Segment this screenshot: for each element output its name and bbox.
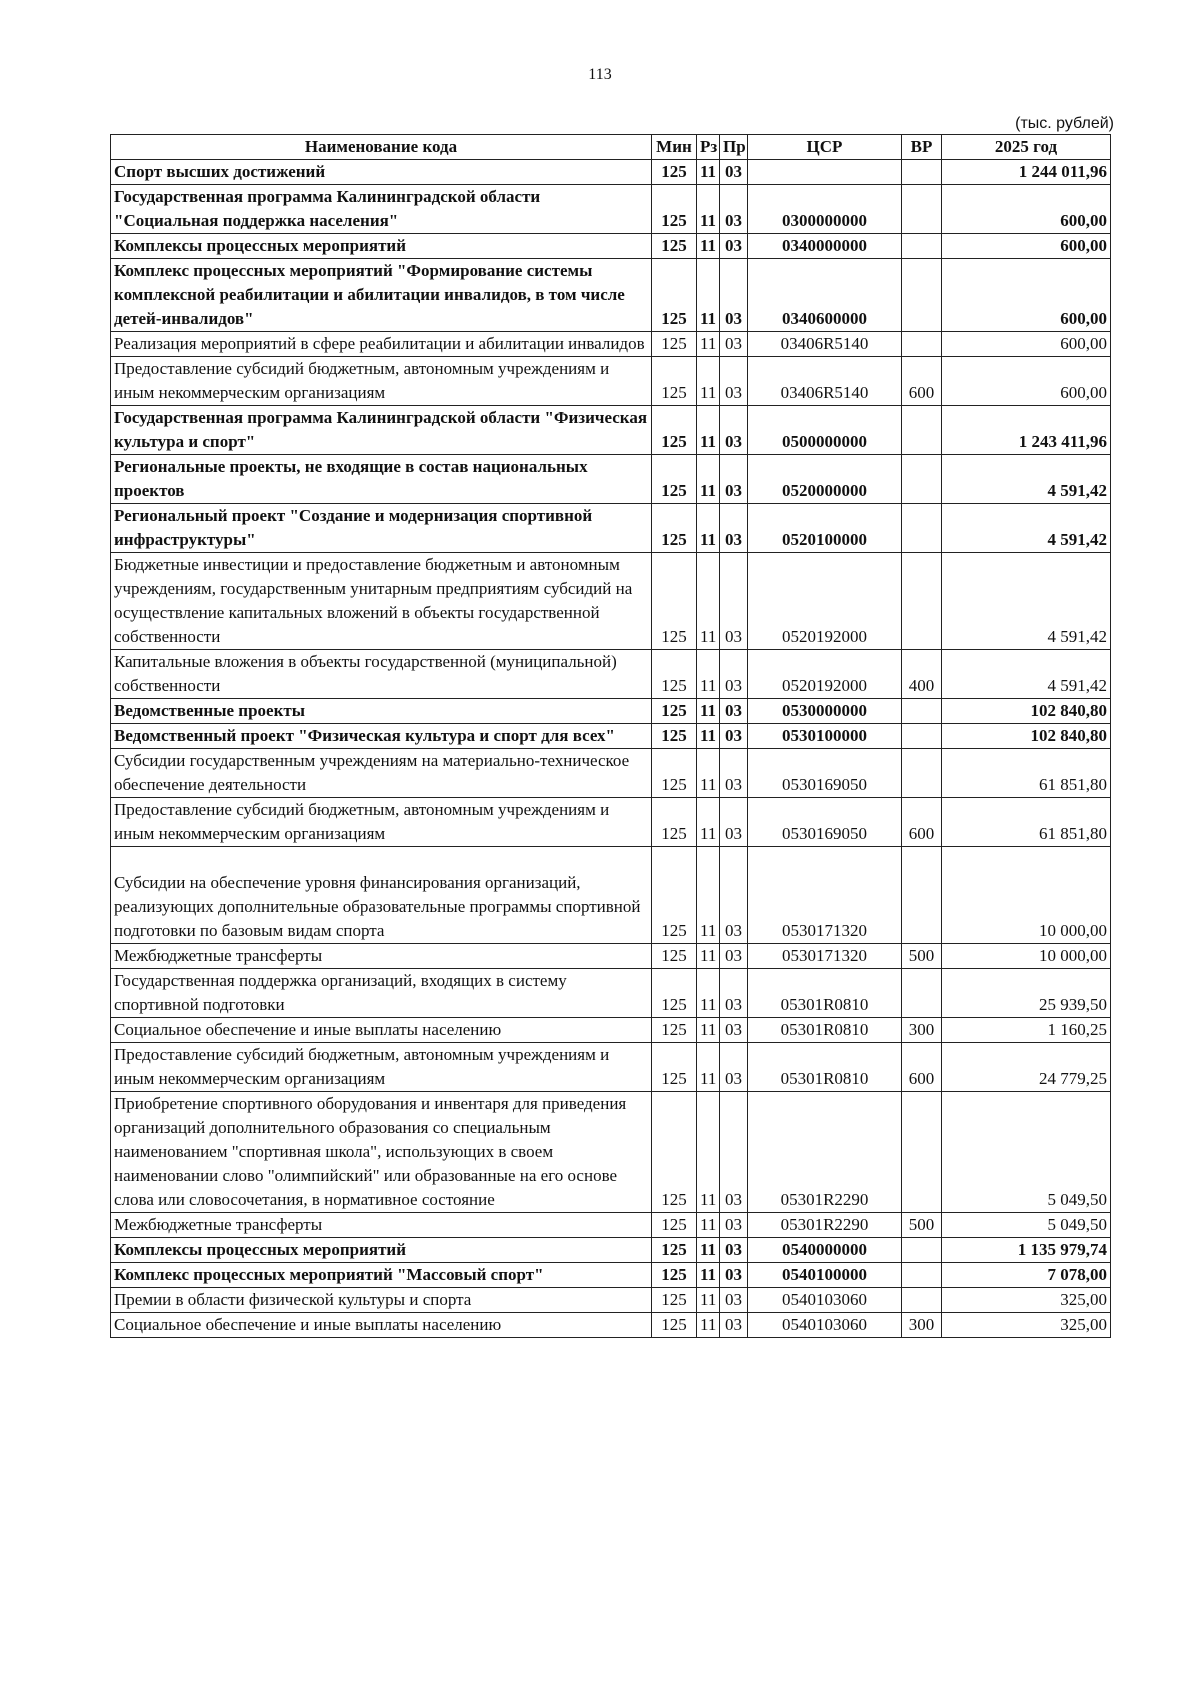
row-min: 125 xyxy=(652,1313,697,1338)
row-sum: 10 000,00 xyxy=(942,847,1111,944)
header-vr: ВР xyxy=(902,135,942,160)
row-rz: 11 xyxy=(697,1018,720,1043)
table-row xyxy=(111,798,1111,847)
row-sum: 7 078,00 xyxy=(942,1263,1111,1288)
row-vr xyxy=(902,332,942,357)
row-name: Межбюджетные трансферты xyxy=(111,1213,652,1238)
row-pr: 03 xyxy=(720,332,748,357)
row-vr: 300 xyxy=(902,1313,942,1338)
table-row xyxy=(111,406,1111,455)
row-name: Приобретение спортивного оборудования и инвентаря для приведения организаций дополнительного образования со специальным наименованием "спортивная школа", использующих в своем наименовании слово "олимпийский" или образованные на его основе слова или словосочетания, в нормативное состояние xyxy=(111,1092,652,1213)
table-header xyxy=(111,135,1111,160)
row-pr: 03 xyxy=(720,650,748,699)
row-csr: 05301R2290 xyxy=(748,1092,902,1213)
row-name: Государственная поддержка организаций, входящих в систему спортивной подготовки xyxy=(111,969,652,1018)
row-sum: 600,00 xyxy=(942,357,1111,406)
row-name: Межбюджетные трансферты xyxy=(111,944,652,969)
row-csr: 0530100000 xyxy=(748,724,902,749)
row-rz: 11 xyxy=(697,1043,720,1092)
row-name: Государственная программа Калининградской области "Социальная поддержка населения" xyxy=(111,185,652,234)
row-csr: 0540000000 xyxy=(748,1238,902,1263)
row-csr: 0520100000 xyxy=(748,504,902,553)
header-pr: Пр xyxy=(720,135,748,160)
table-row xyxy=(111,1213,1111,1238)
row-name: Социальное обеспечение и иные выплаты населению xyxy=(111,1018,652,1043)
row-rz: 11 xyxy=(697,944,720,969)
row-min: 125 xyxy=(652,1288,697,1313)
row-pr: 03 xyxy=(720,259,748,332)
row-sum: 1 135 979,74 xyxy=(942,1238,1111,1263)
row-vr: 600 xyxy=(902,798,942,847)
row-min: 125 xyxy=(652,699,697,724)
row-csr: 0540103060 xyxy=(748,1288,902,1313)
row-csr: 0530171320 xyxy=(748,847,902,944)
row-csr: 0520192000 xyxy=(748,553,902,650)
row-name: Предоставление субсидий бюджетным, автономным учреждениям и иным некоммерческим организациям xyxy=(111,357,652,406)
row-sum: 325,00 xyxy=(942,1288,1111,1313)
row-rz: 11 xyxy=(697,259,720,332)
row-pr: 03 xyxy=(720,406,748,455)
row-min: 125 xyxy=(652,1238,697,1263)
row-pr: 03 xyxy=(720,1263,748,1288)
row-name: Бюджетные инвестиции и предоставление бюджетным и автономным учреждениям, государственным унитарным предприятиям субсидий на осуществление капитальных вложений в объекты государственной собственности xyxy=(111,553,652,650)
row-csr: 0340600000 xyxy=(748,259,902,332)
row-rz: 11 xyxy=(697,553,720,650)
row-vr xyxy=(902,553,942,650)
row-pr: 03 xyxy=(720,699,748,724)
row-pr: 03 xyxy=(720,234,748,259)
row-rz: 11 xyxy=(697,160,720,185)
row-pr: 03 xyxy=(720,724,748,749)
row-vr xyxy=(902,1288,942,1313)
row-csr: 0340000000 xyxy=(748,234,902,259)
row-rz: 11 xyxy=(697,504,720,553)
row-rz: 11 xyxy=(697,1313,720,1338)
table-row xyxy=(111,1263,1111,1288)
row-name: Социальное обеспечение и иные выплаты населению xyxy=(111,1313,652,1338)
row-pr: 03 xyxy=(720,1018,748,1043)
header-year: 2025 год xyxy=(942,135,1111,160)
row-pr: 03 xyxy=(720,1238,748,1263)
table-row xyxy=(111,944,1111,969)
row-sum: 600,00 xyxy=(942,332,1111,357)
row-pr: 03 xyxy=(720,1092,748,1213)
row-vr xyxy=(902,504,942,553)
row-vr xyxy=(902,234,942,259)
row-name: Региональный проект "Создание и модернизация спортивной инфраструктуры" xyxy=(111,504,652,553)
row-csr: 05301R2290 xyxy=(748,1213,902,1238)
row-vr xyxy=(902,847,942,944)
row-name: Комплекс процессных мероприятий "Массовый спорт" xyxy=(111,1263,652,1288)
row-name: Премии в области физической культуры и спорта xyxy=(111,1288,652,1313)
table-row xyxy=(111,1313,1111,1338)
header-csr: ЦСР xyxy=(748,135,902,160)
table-row xyxy=(111,847,1111,944)
row-pr: 03 xyxy=(720,749,748,798)
row-pr: 03 xyxy=(720,847,748,944)
row-sum: 1 244 011,96 xyxy=(942,160,1111,185)
row-min: 125 xyxy=(652,749,697,798)
row-sum: 1 160,25 xyxy=(942,1018,1111,1043)
row-csr: 0540103060 xyxy=(748,1313,902,1338)
row-min: 125 xyxy=(652,944,697,969)
row-min: 125 xyxy=(652,847,697,944)
row-rz: 11 xyxy=(697,185,720,234)
row-sum: 102 840,80 xyxy=(942,699,1111,724)
row-name: Комплекс процессных мероприятий "Формирование системы комплексной реабилитации и абилитации инвалидов, в том числе детей-инвалидов" xyxy=(111,259,652,332)
row-sum: 600,00 xyxy=(942,185,1111,234)
row-name: Субсидии государственным учреждениям на материально-техническое обеспечение деятельности xyxy=(111,749,652,798)
row-vr xyxy=(902,160,942,185)
row-min: 125 xyxy=(652,1092,697,1213)
row-name: Региональные проекты, не входящие в состав национальных проектов xyxy=(111,455,652,504)
row-sum: 5 049,50 xyxy=(942,1092,1111,1213)
row-min: 125 xyxy=(652,406,697,455)
row-sum: 102 840,80 xyxy=(942,724,1111,749)
row-sum: 4 591,42 xyxy=(942,455,1111,504)
table-row xyxy=(111,357,1111,406)
row-name: Ведомственный проект "Физическая культура и спорт для всех" xyxy=(111,724,652,749)
row-rz: 11 xyxy=(697,332,720,357)
row-vr: 600 xyxy=(902,357,942,406)
row-vr xyxy=(902,969,942,1018)
row-rz: 11 xyxy=(697,1263,720,1288)
row-vr: 500 xyxy=(902,1213,942,1238)
row-min: 125 xyxy=(652,1043,697,1092)
row-name: Государственная программа Калининградской области "Физическая культура и спорт" xyxy=(111,406,652,455)
row-pr: 03 xyxy=(720,1288,748,1313)
row-name: Спорт высших достижений xyxy=(111,160,652,185)
row-pr: 03 xyxy=(720,553,748,650)
row-rz: 11 xyxy=(697,749,720,798)
header-name: Наименование кода xyxy=(111,135,652,160)
row-sum: 25 939,50 xyxy=(942,969,1111,1018)
row-min: 125 xyxy=(652,1263,697,1288)
row-min: 125 xyxy=(652,160,697,185)
row-csr: 0300000000 xyxy=(748,185,902,234)
row-vr xyxy=(902,699,942,724)
row-min: 125 xyxy=(652,724,697,749)
row-rz: 11 xyxy=(697,234,720,259)
units-note: (тыс. рублей) xyxy=(1015,115,1114,132)
row-vr: 600 xyxy=(902,1043,942,1092)
row-min: 125 xyxy=(652,504,697,553)
row-csr: 0530169050 xyxy=(748,749,902,798)
row-name: Реализация мероприятий в сфере реабилитации и абилитации инвалидов xyxy=(111,332,652,357)
row-sum: 4 591,42 xyxy=(942,504,1111,553)
table-row xyxy=(111,1018,1111,1043)
row-rz: 11 xyxy=(697,357,720,406)
row-min: 125 xyxy=(652,1018,697,1043)
row-vr xyxy=(902,1263,942,1288)
row-rz: 11 xyxy=(697,1092,720,1213)
row-min: 125 xyxy=(652,798,697,847)
row-vr xyxy=(902,455,942,504)
row-sum: 4 591,42 xyxy=(942,553,1111,650)
row-rz: 11 xyxy=(697,798,720,847)
table-row xyxy=(111,969,1111,1018)
row-sum: 61 851,80 xyxy=(942,798,1111,847)
row-rz: 11 xyxy=(697,699,720,724)
row-vr: 300 xyxy=(902,1018,942,1043)
row-sum: 600,00 xyxy=(942,234,1111,259)
table-row xyxy=(111,185,1111,234)
row-rz: 11 xyxy=(697,847,720,944)
row-pr: 03 xyxy=(720,1213,748,1238)
row-csr: 0530169050 xyxy=(748,798,902,847)
row-pr: 03 xyxy=(720,455,748,504)
row-min: 125 xyxy=(652,969,697,1018)
row-csr: 0520192000 xyxy=(748,650,902,699)
table-row xyxy=(111,332,1111,357)
row-rz: 11 xyxy=(697,1288,720,1313)
row-csr: 0520000000 xyxy=(748,455,902,504)
row-min: 125 xyxy=(652,259,697,332)
table-row xyxy=(111,749,1111,798)
row-sum: 10 000,00 xyxy=(942,944,1111,969)
row-rz: 11 xyxy=(697,455,720,504)
row-sum: 61 851,80 xyxy=(942,749,1111,798)
row-csr: 05301R0810 xyxy=(748,1043,902,1092)
row-vr: 500 xyxy=(902,944,942,969)
row-min: 125 xyxy=(652,650,697,699)
row-sum: 5 049,50 xyxy=(942,1213,1111,1238)
row-name: Предоставление субсидий бюджетным, автономным учреждениям и иным некоммерческим организациям xyxy=(111,1043,652,1092)
row-vr: 400 xyxy=(902,650,942,699)
row-pr: 03 xyxy=(720,357,748,406)
table-row xyxy=(111,724,1111,749)
row-sum: 4 591,42 xyxy=(942,650,1111,699)
row-csr: 0540100000 xyxy=(748,1263,902,1288)
header-row xyxy=(111,135,1111,160)
row-vr xyxy=(902,1092,942,1213)
row-min: 125 xyxy=(652,234,697,259)
row-vr xyxy=(902,406,942,455)
row-csr: 05301R0810 xyxy=(748,969,902,1018)
row-min: 125 xyxy=(652,357,697,406)
row-name: Предоставление субсидий бюджетным, автономным учреждениям и иным некоммерческим организациям xyxy=(111,798,652,847)
page-number: 113 xyxy=(588,66,612,83)
row-sum: 1 243 411,96 xyxy=(942,406,1111,455)
row-pr: 03 xyxy=(720,160,748,185)
row-vr xyxy=(902,259,942,332)
row-name: Комплексы процессных мероприятий xyxy=(111,234,652,259)
row-csr xyxy=(748,160,902,185)
table-row xyxy=(111,1238,1111,1263)
row-min: 125 xyxy=(652,332,697,357)
row-pr: 03 xyxy=(720,185,748,234)
row-pr: 03 xyxy=(720,969,748,1018)
row-csr: 0500000000 xyxy=(748,406,902,455)
row-vr xyxy=(902,185,942,234)
table-body xyxy=(111,160,1111,1338)
row-rz: 11 xyxy=(697,724,720,749)
row-min: 125 xyxy=(652,1213,697,1238)
row-min: 125 xyxy=(652,455,697,504)
row-min: 125 xyxy=(652,185,697,234)
row-name: Комплексы процессных мероприятий xyxy=(111,1238,652,1263)
row-rz: 11 xyxy=(697,1238,720,1263)
row-vr xyxy=(902,749,942,798)
row-sum: 600,00 xyxy=(942,259,1111,332)
header-rz: Рз xyxy=(697,135,720,160)
row-rz: 11 xyxy=(697,406,720,455)
row-min: 125 xyxy=(652,553,697,650)
row-sum: 24 779,25 xyxy=(942,1043,1111,1092)
table-row xyxy=(111,160,1111,185)
row-pr: 03 xyxy=(720,798,748,847)
row-name: Капитальные вложения в объекты государственной (муниципальной) собственности xyxy=(111,650,652,699)
table-row xyxy=(111,1092,1111,1213)
table-row xyxy=(111,699,1111,724)
row-rz: 11 xyxy=(697,650,720,699)
row-csr: 05301R0810 xyxy=(748,1018,902,1043)
table-row xyxy=(111,234,1111,259)
row-pr: 03 xyxy=(720,1043,748,1092)
row-csr: 0530171320 xyxy=(748,944,902,969)
row-vr xyxy=(902,724,942,749)
row-csr: 03406R5140 xyxy=(748,357,902,406)
budget-table xyxy=(110,134,1111,1338)
table-row xyxy=(111,1288,1111,1313)
row-pr: 03 xyxy=(720,944,748,969)
table-row xyxy=(111,650,1111,699)
row-pr: 03 xyxy=(720,1313,748,1338)
table-row xyxy=(111,504,1111,553)
row-vr xyxy=(902,1238,942,1263)
header-min: Мин xyxy=(652,135,697,160)
table-row xyxy=(111,259,1111,332)
row-rz: 11 xyxy=(697,969,720,1018)
table-row xyxy=(111,455,1111,504)
row-rz: 11 xyxy=(697,1213,720,1238)
row-name: Субсидии на обеспечение уровня финансирования организаций, реализующих дополнительные образовательные программы спортивной подготовки по базовым видам спорта xyxy=(111,847,652,944)
row-sum: 325,00 xyxy=(942,1313,1111,1338)
table-row xyxy=(111,1043,1111,1092)
row-csr: 03406R5140 xyxy=(748,332,902,357)
table-row xyxy=(111,553,1111,650)
row-name: Ведомственные проекты xyxy=(111,699,652,724)
row-pr: 03 xyxy=(720,504,748,553)
row-csr: 0530000000 xyxy=(748,699,902,724)
